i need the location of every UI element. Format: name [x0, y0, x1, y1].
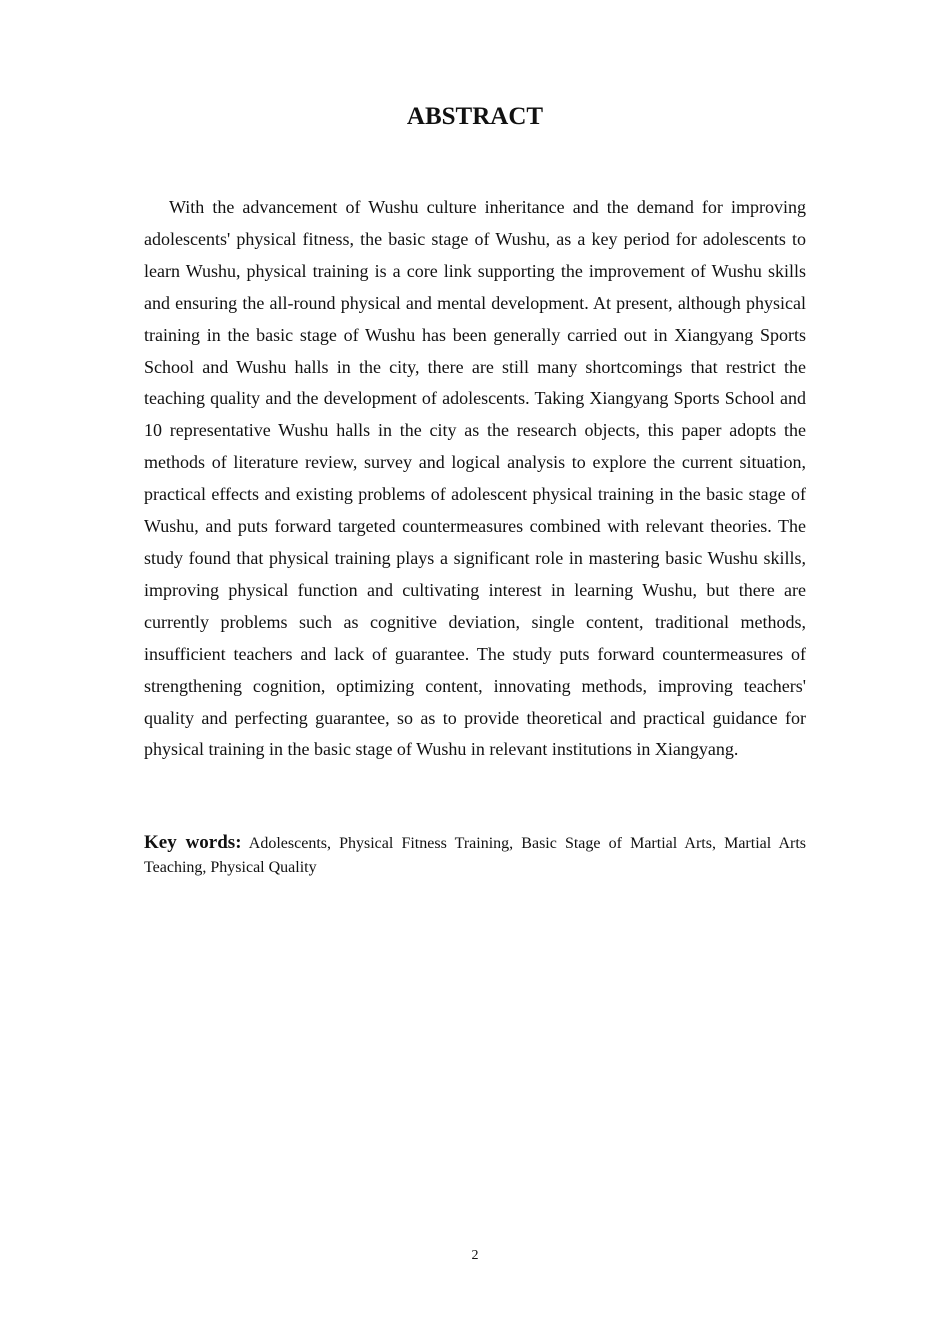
keywords-list: Adolescents, Physical Fitness Training, Basic Stage of Martial Arts, Martial Arts Teaching, Physical Quality	[144, 835, 806, 876]
keywords-label: Key words:	[144, 832, 242, 853]
page-number: 2	[471, 1248, 479, 1263]
keywords-line	[144, 831, 806, 880]
abstract-title: ABSTRACT	[406, 103, 544, 130]
abstract-paragraph: With the advancement of Wushu culture inheritance and the demand for improving adolescents' physical fitness, the basic stage of Wushu, as a key period for adolescents to learn Wushu, physical training is a core link supporting the improvement of Wushu skills and ensuring the all-round physical and mental development. At present, although physical training in the basic stage of Wushu has been generally carried out in Xiangyang Sports School and Wushu halls in the city, there are still many shortcomings that restrict the teaching quality and the development of adolescents. Taking Xiangyang Sports School and 10 representative Wushu halls in the city as the research objects, this paper adopts the methods of literature review, survey and logical analysis to explore the current situation, practical effects and existing problems of adolescent physical training in the basic stage of Wushu, and puts forward targeted countermeasures combined with relevant theories. The study found that physical training plays a significant role in mastering basic Wushu skills, improving physical function and cultivating interest in learning Wushu, but there are currently problems such as cognitive deviation, single content, traditional methods, insufficient teachers and lack of guarantee. The study puts forward countermeasures of strengthening cognition, optimizing content, innovating methods, improving teachers' quality and perfecting guarantee, so as to provide theoretical and practical guidance for physical training in the basic stage of Wushu in relevant institutions in Xiangyang.	[144, 197, 806, 760]
